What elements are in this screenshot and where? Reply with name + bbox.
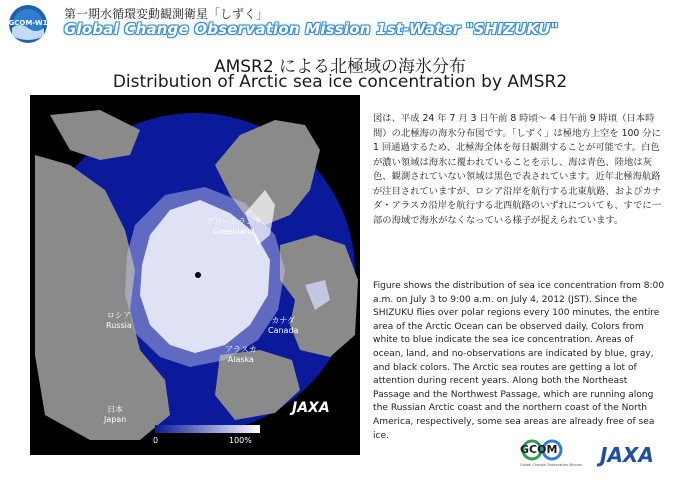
gcom-w1-logo	[4, 4, 52, 44]
gcom-logo: GCOM	[520, 443, 558, 456]
colorbar-max-label: 100%	[229, 436, 252, 445]
label-russia: ロシア Russia	[106, 311, 132, 330]
description-jp: 図は、平成 24 年 7 月 3 日午前 8 時頃～ 4 日午前 9 時頃（日本時間）の北極海の海氷分布図です。「しずく」は極地方上空を 100 分に 1 回通過するため、北極海全体を毎日観測することが可能です。白色が濃い領域は海氷に覆われていることを示し、海は青色、陸地は灰色、観測されていない領域は黒色で表されています。近年北極海航路が注目されていますが、ロシア沿岸を航行する北東航路、およびカナダ・アラスカ沿岸を航行する北西航路のいずれについても、すでに一部の海域で海氷がなくなっている様子が捉えられています。	[373, 113, 662, 226]
north-pole-marker	[195, 272, 201, 278]
gcom-logo-subtitle: Global Change Observation Mission	[520, 463, 583, 467]
europe-land	[50, 110, 140, 160]
header	[0, 0, 680, 46]
svg-text:GCOM-W1: GCOM-W1	[8, 19, 48, 27]
label-japan: 日本 Japan	[104, 405, 127, 424]
colorbar-min-label: 0	[153, 436, 159, 445]
label-greenland: グリーンランド Greenland	[206, 217, 262, 236]
label-canada: カナダ Canada	[268, 316, 299, 335]
colorbar	[155, 425, 260, 433]
header-title-en: Global Change Observation Mission 1st-Water "SHIZUKU"	[64, 20, 559, 38]
sea-ice-map	[30, 95, 360, 455]
page-title-en: Distribution of Arctic sea ice concentration by AMSR2	[112, 72, 568, 92]
page-title-jp: AMSR2 による北極域の海氷分布	[213, 57, 467, 77]
jaxa-map-logo: JAXA	[292, 400, 330, 416]
header-title-jp: 第一期水循環変動観測衛星「しずく」	[64, 7, 269, 21]
jaxa-footer-logo: JAXA	[600, 443, 654, 467]
description-en: Figure shows the distribution of sea ice concentration from 8:00 a.m. on July 3 to 9:00 a.m. on July 4, 2012 (JST). Since the SHIZUKU flies over polar regions every 100 minutes, the entire area of the Arctic Ocean can be observed daily. Colors from white to blue indicate the sea ice concentration. Areas of ocean, land, and no-observations are indicated by blue, gray, and black colors. The Arctic sea routes are getting a lot of attention during recent years. Along both the Northeast Passage and the Northwest Passage, which are running along the Russian Arctic coast and the northern coast of the North America, respectively, some sea areas are already free of sea ice.	[373, 281, 665, 441]
footer-logo-graphic	[518, 436, 668, 470]
footer-logos	[518, 436, 668, 470]
label-alaska: アラスカ Alaska	[225, 345, 257, 364]
sea-ice-map-graphic	[30, 95, 360, 455]
